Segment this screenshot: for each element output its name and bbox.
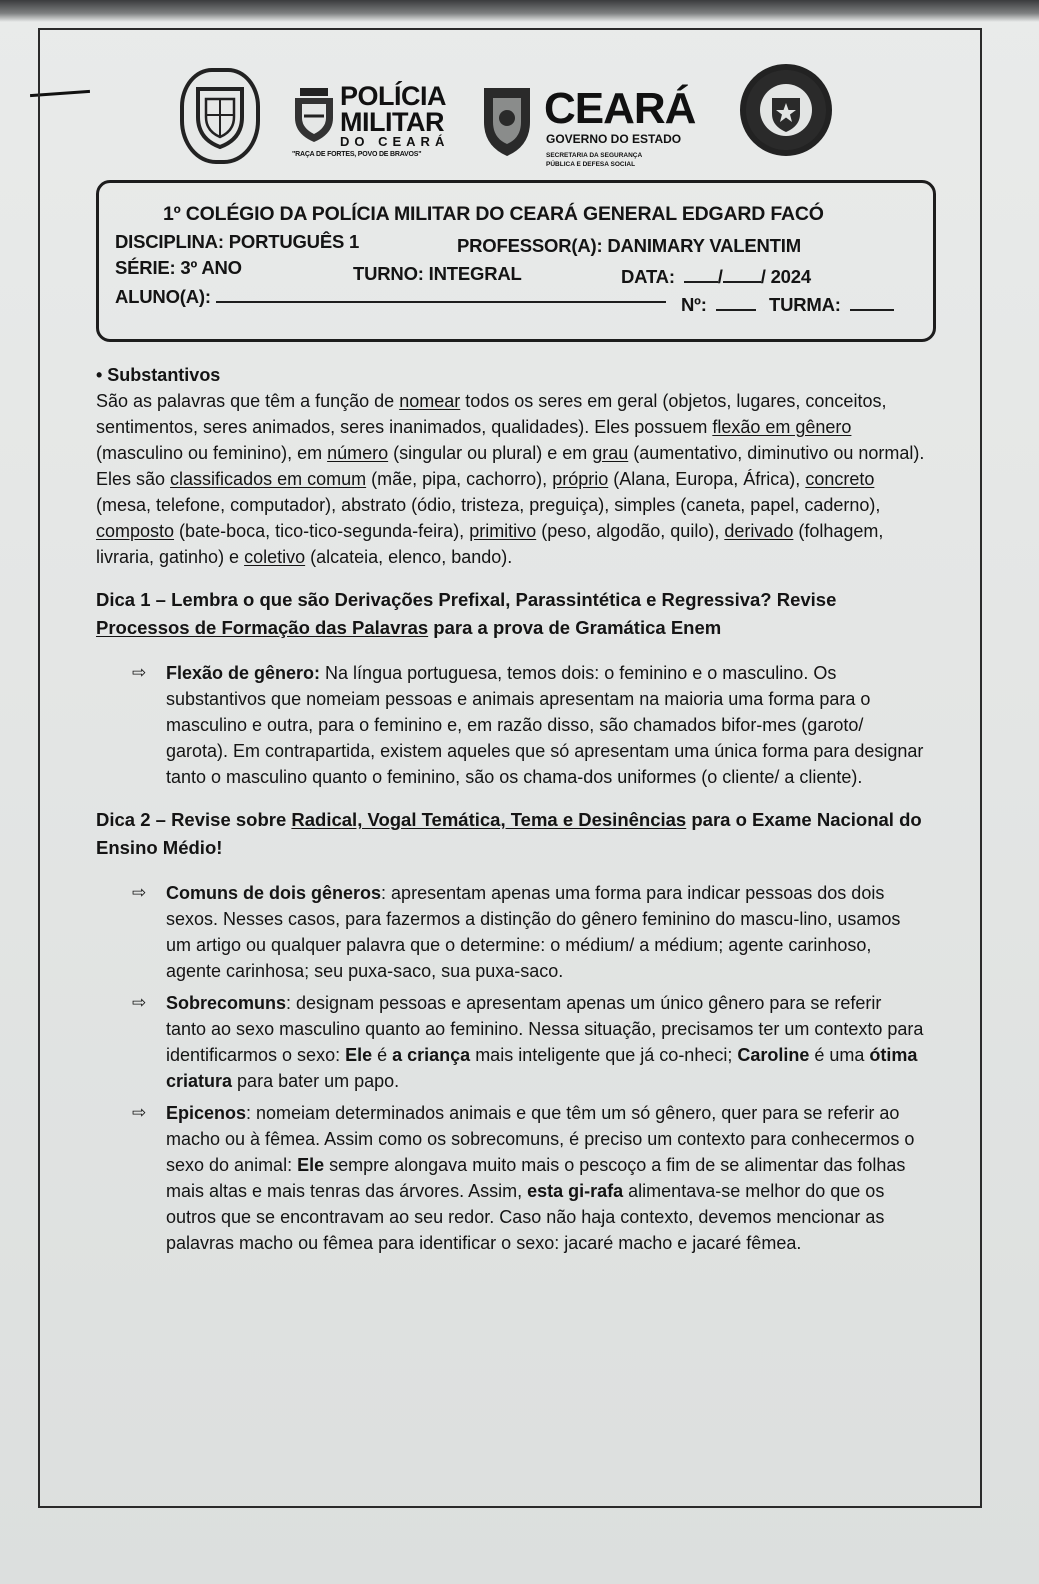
dica-2-link[interactable]: Radical, Vogal Temática, Tema e Desinências xyxy=(291,809,687,830)
intro-paragraph-1: São as palavras que têm a função de nomear todos os seres em geral (objetos, lugares, conceitos, sentimentos, seres animados, seres inanimados, qualidades). Eles possuem flexão em gênero (masculino ou feminino), em número (singular ou plural) e em grau (aumentativo, diminutivo ou normal). xyxy=(96,391,925,463)
aluno-label: ALUNO(A): xyxy=(115,286,211,307)
serie: SÉRIE: 3º ANO xyxy=(115,257,242,278)
data-field[interactable]: DATA: / / 2024 xyxy=(621,266,811,287)
item-epicenos: ⇨ Epicenos: nomeiam determinados animais e que têm um só gênero, quer para se referir ao macho ou à fêmea. Assim como os sobrecomuns, é preciso um contexto para conhecermos o sexo do animal: Ele sempre alongava muito mais o pescoço a fim de se alimentar das folhas mais altas e mais tenras das árvores. Assim, esta gi-rafa alimentava-se melhor do que os outros que se encontravam ao seu redor. Caso não haja contexto, devemos mencionar as palavras macho ou fêmea para identificar o sexo: jacaré macho e jacaré fêmea. xyxy=(96,1100,926,1256)
pm-line1: POLÍCIA xyxy=(340,81,447,111)
logos-row xyxy=(0,40,1039,170)
aluno-field[interactable] xyxy=(115,285,666,308)
numero-field[interactable] xyxy=(681,293,756,316)
item-sobrecomuns: ⇨ Sobrecomuns: designam pessoas e apresentam apenas um único gênero para se referir tanto ao sexo masculino quanto ao feminino. Nessa situação, precisamos ter um contexto para identificarmos o sexo: Ele é a criança mais inteligente que já co-nheci; Caroline é uma ótima criatura para bater um papo. xyxy=(96,990,926,1094)
turma-field[interactable] xyxy=(769,293,894,316)
school-name: 1º COLÉGIO DA POLÍCIA MILITAR DO CEARÁ GENERAL EDGARD FACÓ xyxy=(163,203,824,225)
arrow-right-icon: ⇨ xyxy=(132,883,147,902)
header-box xyxy=(96,180,936,342)
top-shadow xyxy=(0,0,1039,22)
turno: TURNO: INTEGRAL xyxy=(353,263,522,284)
ceara-secretaria-1: SECRETARIA DA SEGURANÇA xyxy=(546,152,643,159)
turma-blank[interactable] xyxy=(850,293,894,311)
ceara-shield-icon xyxy=(480,82,534,158)
state-coat-of-arms-icon xyxy=(180,68,260,164)
pm-line2: MILITAR xyxy=(340,107,444,137)
dica-2: Dica 2 – Revise sobre Radical, Vogal Temática, Tema e Desinências para o Exame Nacional do Ensino Médio! xyxy=(96,809,922,858)
pm-line3: DO CEARÁ xyxy=(340,134,450,149)
item-comuns-dois-generos: ⇨ Comuns de dois gêneros: apresentam apenas uma forma para indicar pessoas dos dois sexos. Nesses casos, para fazermos a distinção do gênero feminino do mascu-lino, usamos um artigo ou qualquer palavra que o determine: o médium/ a médium; agente carinhoso, agente carinhosa; seu puxa-saco, sua puxa-saco. xyxy=(96,880,926,984)
pm-motto: "RAÇA DE FORTES, POVO DE BRAVOS" xyxy=(292,151,422,158)
pm-shield-icon xyxy=(292,86,336,144)
numero-blank[interactable] xyxy=(716,293,756,311)
item-flexao-genero: ⇨ Flexão de gênero: Na língua portuguesa, temos dois: o feminino e o masculino. Os substantivos que nomeiam pessoas e animais apresentam na maioria uma forma para o masculino e outra, para o feminino e, em razão disso, são chamados bifor-mes (garoto/ garota). Em contrapartida, existem aqueles que só apresentam uma única forma para designar tanto o masculino quanto o feminino, são os chama-dos uniformes (o cliente/ a cliente). xyxy=(96,660,926,790)
arrow-right-icon: ⇨ xyxy=(132,993,147,1012)
data-label: DATA: xyxy=(621,266,675,287)
ceara-title: CEARÁ xyxy=(544,84,696,133)
dica-1: Dica 1 – Lembra o que são Derivações Prefixal, Parassintética e Regressiva? Revise Processos de Formação das Palavras para a prova de Gramática Enem xyxy=(96,589,837,638)
data-day-blank[interactable] xyxy=(684,265,718,283)
numero-label: Nº: xyxy=(681,294,707,315)
section-title: • Substantivos xyxy=(96,365,221,385)
turma-label: TURMA: xyxy=(769,294,841,315)
data-month-blank[interactable] xyxy=(723,265,761,283)
professor: PROFESSOR(A): DANIMARY VALENTIM xyxy=(457,235,801,256)
ceara-subtitle: GOVERNO DO ESTADO xyxy=(546,132,682,146)
intro-paragraph-2: Eles são classificados em comum (mãe, pipa, cachorro), próprio (Alana, Europa, África), concreto (mesa, telefone, computador), abstrato (ódio, tristeza, preguiça), simples (caneta, papel, caderno), composto (bate-boca, tico-tico-segunda-feira), primitivo (peso, algodão, quilo), derivado (folhagem, livraria, gatinho) e coletivo (alcateia, elenco, bando). xyxy=(96,469,884,567)
disciplina: DISCIPLINA: PORTUGUÊS 1 xyxy=(115,231,360,252)
school-seal-icon xyxy=(740,64,832,156)
aluno-blank[interactable] xyxy=(216,285,666,303)
dica-1-link[interactable]: Processos de Formação das Palavras xyxy=(96,617,429,638)
main-content xyxy=(96,362,926,1256)
ceara-secretaria-2: PÚBLICA E DEFESA SOCIAL xyxy=(546,161,636,168)
data-year: / 2024 xyxy=(760,266,811,287)
arrow-right-icon: ⇨ xyxy=(132,663,147,682)
arrow-right-icon: ⇨ xyxy=(132,1103,147,1122)
